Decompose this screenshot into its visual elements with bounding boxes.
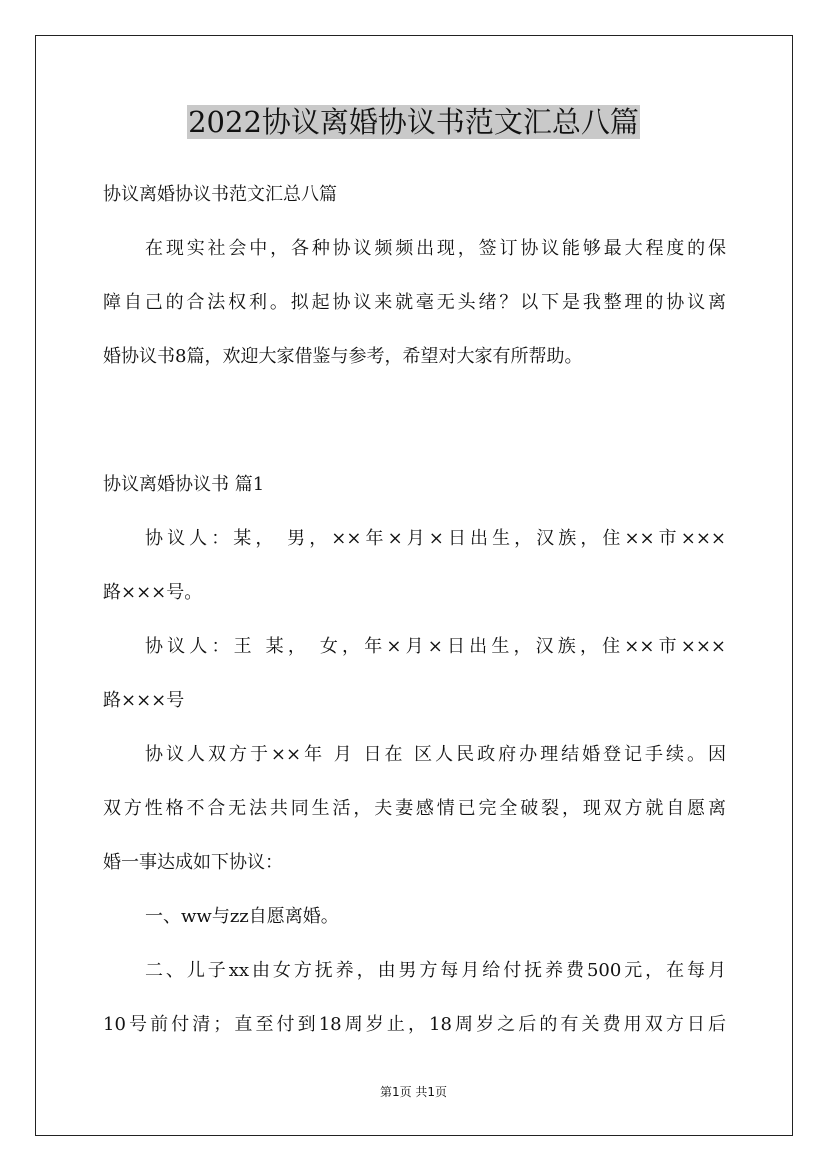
party1-line-2: 路×××号。 xyxy=(103,582,203,603)
page-footer: 第1页 共1页 xyxy=(379,1085,448,1099)
statement-line-1: 协议人双方于××年 月 日在 区人民政府办理结婚登记手续。因 xyxy=(145,744,726,765)
clause-2-line-2: 10号前付清；直至付到18周岁止，18周岁之后的有关费用双方日后 xyxy=(103,1014,726,1035)
intro-line-2: 障自己的合法权利。拟起协议来就毫无头绪？以下是我整理的协议离 xyxy=(103,292,726,313)
intro-line-3: 婚协议书8篇，欢迎大家借鉴与参考，希望对大家有所帮助。 xyxy=(103,346,583,367)
clause-1: 一、ww与zz自愿离婚。 xyxy=(145,906,339,927)
party2-line-2: 路×××号 xyxy=(103,690,185,711)
document-title-text: 2022协议离婚协议书范文汇总八篇 xyxy=(188,105,639,139)
intro-line-1: 在现实社会中，各种协议频频出现，签订协议能够最大程度的保 xyxy=(145,238,726,259)
clause-2-line-1: 二、儿子xx由女方抚养，由男方每月给付抚养费500元，在每月 xyxy=(145,960,726,981)
party1-line-1: 协议人：某， 男，××年×月×日出生，汉族，住××市××× xyxy=(145,528,726,549)
section-heading: 协议离婚协议书 篇1 xyxy=(103,474,265,495)
document-title xyxy=(0,98,827,146)
document-body xyxy=(103,168,726,1052)
statement-line-2: 双方性格不合无法共同生活，夫妻感情已完全破裂，现双方就自愿离 xyxy=(103,798,726,819)
subtitle: 协议离婚协议书范文汇总八篇 xyxy=(103,184,337,205)
paragraph-gap xyxy=(103,384,726,458)
statement-line-3: 婚一事达成如下协议： xyxy=(103,852,283,873)
party2-line-1: 协议人：王 某， 女，年×月×日出生，汉族，住××市××× xyxy=(145,636,726,657)
